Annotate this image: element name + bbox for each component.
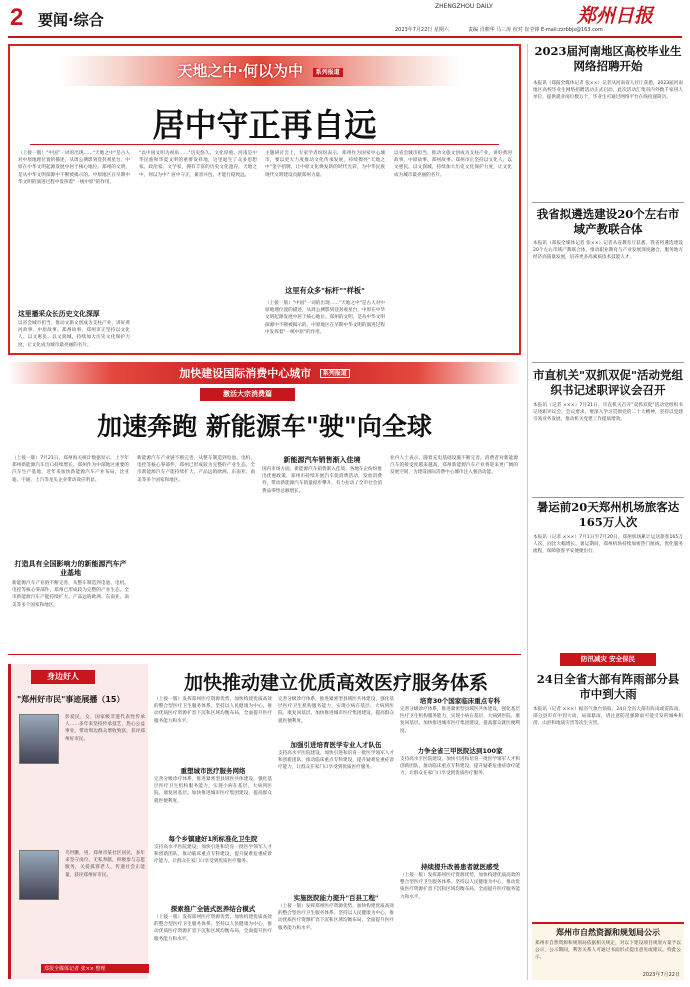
column-title: "郑州好市民"事迹展播（15） <box>17 695 125 704</box>
middle-feature-tag: 激活大宗消费篇 <box>200 388 295 401</box>
person-sidebar <box>8 664 148 979</box>
top-body-col1: （上接一版）"中国"一词的出现……"天地之中"是古人对中原地理位置的描述，从周公测影到登封观星台，中原在中华文明起源发展中居于核心地位。郑州的文明，是从中华文明探源中不断被揭示的。中原地区在早期中华文明的演进过程中发挥着"一统中原"的作用。 <box>18 151 130 185</box>
story1-headline: 2023届河南地区高校毕业生网络招聘开始 <box>534 44 682 73</box>
top-body-col4: 以省会城市担当，推动文旅文创成为支柱产业，讲好黄河故事、中原故事、郑州故事。郑州市正坚持以文化人、以文惠民、以文润城，持续加大历史文化保护力度，让文化成为城市最亮丽的名片。 <box>394 151 512 178</box>
footer-note: 郑报全媒体记者 张×× 整理 <box>41 964 149 973</box>
bottom-subhead-5: 加强引进培育医学专业人才队伍 <box>290 741 382 749</box>
bottom-subhead-3: 探索推广全链式医养结合模式 <box>170 905 256 913</box>
column-divider <box>527 44 528 980</box>
portrait-photo-2 <box>19 850 59 900</box>
top-feature-banner <box>60 56 460 86</box>
notice-body: 郑州市自然资源和规划局依据相关规定，对以下建设项目规划方案予以公示，公示期间，利害关系人可通过书面形式提出意见或建议。特此公示。 <box>535 941 681 961</box>
top-headline-rule <box>30 144 499 145</box>
bottom-body-col1b: 完善分级诊疗体系，推进紧密型县域医共体建设，强化基层医疗卫生机构服务能力，实现小病在基层、大病到医院、康复回基层。加快推进城市医疗集团建设，提高群众就医便利度。 <box>154 777 272 804</box>
notice-title: 郑州市自然资源和规划局公示 <box>556 928 660 937</box>
notice-date: 2023年7月22日 <box>642 972 680 978</box>
section-title: 要闻·综合 <box>38 11 104 29</box>
bottom-subhead-4: 培育30个国家临床重点专科 <box>419 697 501 705</box>
middle-banner-title: 加快建设国际消费中心城市 <box>179 367 312 380</box>
story4-headline: 暑运前20天郑州机场旅客达165万人次 <box>536 500 680 529</box>
middle-banner-series: 系列报道 <box>320 369 350 378</box>
date-line: 2023年7月22日 星期六 <box>395 27 449 33</box>
story1-rule <box>532 202 684 203</box>
bottom-body-col1d: （上接一版）发挥郑州医疗资源优势，加快构建优质高效的整合型医疗卫生服务体系。坚持以人民健康为中心，推动优质医疗资源扩容下沉和区域均衡布局，全面提升医疗服务能力和水平。 <box>154 915 272 942</box>
story3-rule <box>532 497 684 498</box>
bottom-subhead-2: 每个乡镇建好1所标准化卫生院 <box>168 835 258 843</box>
top-body-col2: "以中国文明为视角……"历史悠久，文化厚重。河南是中华民族和华夏文明的重要发祥地，这里诞生了众多思想家、政治家、文学家，拥有丰富的历史文化遗存。天地之中，何以为中？居中守正，兼容并包，才能行稳致远。 <box>139 151 257 178</box>
bottom-body-col1: （上接一版）发挥郑州医疗资源优势，加快构建优质高效的整合型医疗卫生服务体系。坚持以人民健康为中心，推动优质医疗资源扩容下沉和区域均衡布局，全面提升医疗服务能力和水平。 <box>154 697 272 724</box>
story5-tag: 防汛减灾 安全保民 <box>560 653 656 666</box>
middle-feature-banner <box>8 362 521 384</box>
story2-headline: 我省拟遴选建设20个左右市域产教联合体 <box>536 207 680 236</box>
middle-body-col1b: 新能源汽车产业链不断完善，从整车制造到电池、电机、电控等核心零部件，郑州已形成较为完整的产业生态。全市新能源汽车产能持续扩大，产品远销欧洲、东南亚、南美等多个国家和地区。 <box>12 581 129 608</box>
bottom-body-col1c: 支持高水平医院建设，加快引进和培育一批医学领军人才和创新团队，推动临床重点专科建设，提升疑难危重症诊疗能力，让群众在家门口享受到优质医疗服务。 <box>154 845 272 865</box>
page-number: 2 <box>10 4 24 31</box>
top-subhead-2: 这里有众多"标杆""样板" <box>285 286 365 295</box>
middle-subhead-2: 新能源汽车销售渐入佳境 <box>283 456 361 464</box>
masthead <box>0 0 690 36</box>
editor-line: 责编 肖朝华 马三涛 校对 崔莹锋 E-mail:zzrbbjs@163.com <box>468 27 603 33</box>
bottom-subhead-7: 实施医院能力提升"百县工程" <box>293 894 379 902</box>
middle-bottom-rule <box>8 654 521 655</box>
middle-body-col1: （上接一版）7月21日，郑州海关统计数据显示，上半年郑州新能源汽车出口持续增长。郑州作为中部地区重要的汽车生产基地，近年来加快新能源汽车产业布局，比亚迪、宇通、上汽等龙头企业带动效应明显。 <box>12 456 129 483</box>
top-feature-box <box>8 44 521 355</box>
middle-headline: 加速奔跑 新能源车"驶"向全球 <box>97 412 432 441</box>
bottom-body-col2c: （上接一版）发挥郑州医疗资源优势，加快构建优质高效的整合型医疗卫生服务体系。坚持以人民健康为中心，推动优质医疗资源扩容下沉和区域均衡布局，全面提升医疗服务能力和水平。 <box>278 904 394 931</box>
bottom-body-col3: 完善分级诊疗体系，推进紧密型县域医共体建设，强化基层医疗卫生机构服务能力，实现小病在基层、大病到医院、康复回基层。加快推进城市医疗集团建设，提高群众就医便利度。 <box>400 707 520 734</box>
top-body-col3: 主题研讨会上，专家学者纷纷表示，郑州作为国家中心城市，要以更大力度推动文化传承发展，持续擦亮"天地之中"金字招牌，让中原文化焕发新的时代光彩，为中华民族现代文明建设贡献郑州力量。 <box>265 151 385 178</box>
bottom-subhead-8: 持续提升改善患者就医感受 <box>421 863 499 871</box>
bottom-subhead-1: 重塑城市医疗服务网络 <box>180 767 246 775</box>
middle-body-col4: 业内人士表示，随着充电基础设施不断完善，消费者对新能源汽车的接受度越来越高，郑州新能源汽车产业将迎来更广阔的发展空间，为建设国际消费中心城市注入强劲动能。 <box>390 456 518 476</box>
bottom-body-col2: 完善分级诊疗体系，推进紧密型县域医共体建设，强化基层医疗卫生机构服务能力，实现小病在基层、大病到医院、康复回基层。加快推进城市医疗集团建设，提高群众就医便利度。 <box>278 697 394 724</box>
top-headline: 居中守正再自远 <box>152 106 377 144</box>
top-body-col1b: 以省会城市担当，推动文旅文创成为支柱产业，讲好黄河故事、中原故事、郑州故事。郑州市正坚持以文化人、以文惠民、以文润城，持续加大历史文化保护力度，让文化成为城市最亮丽的名片。 <box>18 321 130 348</box>
story2-rule <box>532 362 684 363</box>
paper-name-en: ZHENGZHOU DAILY <box>435 3 493 10</box>
middle-body-col3: 国内市场方面，新能源汽车销售渐入佳境。各地车企纷纷推出优惠政策，郑州市持续开展汽车促消费活动，发放消费券，带动新能源汽车销量稳步攀升，有力拉动了全市社会消费品零售总额增长。 <box>262 467 382 494</box>
story3-body: 本报讯（记者 ×××）7月21日，市直机关召开"双抓双促"活动党组织书记述职评议会。会议要求，要深入学习贯彻党的二十大精神，坚持以党建引领业务发展，推动机关党建工作提质增效。 <box>533 403 683 423</box>
bottom-headline: 加快推动建立优质高效医疗服务体系 <box>183 672 488 694</box>
person-tag: 身边好人 <box>31 670 95 684</box>
story5-body: 本报讯（记者 ×××）据省气象台预报，24日全省大部有阵雨或雷阵雨，部分县市有中到大雨，局部暴雨，请注意防范强降雨可能引发的城乡积涝、山洪和地质灾害等次生灾害。 <box>533 707 683 727</box>
portrait-photo-1 <box>19 714 59 764</box>
notice-box <box>532 922 684 980</box>
top-banner-series: 系列报道 <box>313 68 343 77</box>
masthead-rule <box>8 36 682 38</box>
story4-body: 本报讯（记者 ×××）7月1日至7月20日，郑州机场累计运送旅客165万人次，同比大幅增长。暑运期间，郑州机场持续加密热门航线，优化服务流程，保障旅客平安便捷出行。 <box>533 535 683 555</box>
top-body-col3b: （上接一版）"中国"一词的出现……"天地之中"是古人对中原地理位置的描述，从周公测影到登封观星台，中原在中华文明起源发展中居于核心地位。郑州的文明，是从中华文明探源中不断被揭示的。中原地区在早期中华文明的演进过程中发挥着"一统中原"的作用。 <box>265 301 385 335</box>
story3-headline: 市直机关"双抓双促"活动党组织书记述职评议会召开 <box>533 368 683 397</box>
paper-name-logo: 郑州日报 <box>577 5 654 27</box>
story1-body: 本报讯（郑报全媒体记者 张××）记者从河南省人社厅获悉，2023届河南地区高校毕业生网络招聘活动正式启动，此次活动汇集省内外数千家用人单位，提供就业岗位数万个，毕业生可通过网络平台在线投递简历。 <box>533 81 683 101</box>
bottom-body-col3c: （上接一版）发挥郑州医疗资源优势，加快构建优质高效的整合型医疗卫生服务体系。坚持以人民健康为中心，推动优质医疗资源扩容下沉和区域均衡布局，全面提升医疗服务能力和水平。 <box>400 873 520 900</box>
top-subhead-1: 这里播采众长历史文化深厚 <box>18 310 100 318</box>
bottom-subhead-6: 力争全省三甲医院达到100家 <box>417 747 503 755</box>
middle-subhead-1: 打造具有全国影响力的新能源汽车产业基地 <box>14 560 127 577</box>
person-2-text: 乌世鹏，男，郑州市某社区居民，多年来坚守岗位、无私奉献，积极参与志愿服务，关爱孤寡老人，传递社会正能量，获评郑州好市民。 <box>65 851 145 878</box>
bottom-body-col3b: 支持高水平医院建设，加快引进和培育一批医学领军人才和创新团队，推动临床重点专科建设，提升疑难危重症诊疗能力，让群众在家门口享受到优质医疗服务。 <box>400 757 520 777</box>
middle-body-col2: 新能源汽车产业链不断完善，从整车制造到电池、电机、电控等核心零部件，郑州已形成较为完整的产业生态。全市新能源汽车产能持续扩大，产品远销欧洲、东南亚、南美等多个国家和地区。 <box>137 456 255 483</box>
person-1-text: 彭爱民，女，国家级非遗代表性传承人……多年来坚持传承技艺，热心公益事业，带动周边群众增收致富，获评郑州好市民。 <box>65 715 145 742</box>
story5-headline: 24日全省大部有阵雨部分县市中到大雨 <box>536 672 680 701</box>
story2-body: 本报讯（郑报全媒体记者 张××）记者从省教育厅获悉，我省将遴选建设20个左右市域产教联合体，推动职业教育与产业发展深度融合，服务地方经济高质量发展，培养更多高素质技术技能人才。 <box>533 241 683 261</box>
bottom-body-col2b: 支持高水平医院建设，加快引进和培育一批医学领军人才和创新团队，推动临床重点专科建设，提升疑难危重症诊疗能力，让群众在家门口享受到优质医疗服务。 <box>278 751 394 771</box>
top-banner-title: 天地之中·何以为中 <box>177 62 304 80</box>
